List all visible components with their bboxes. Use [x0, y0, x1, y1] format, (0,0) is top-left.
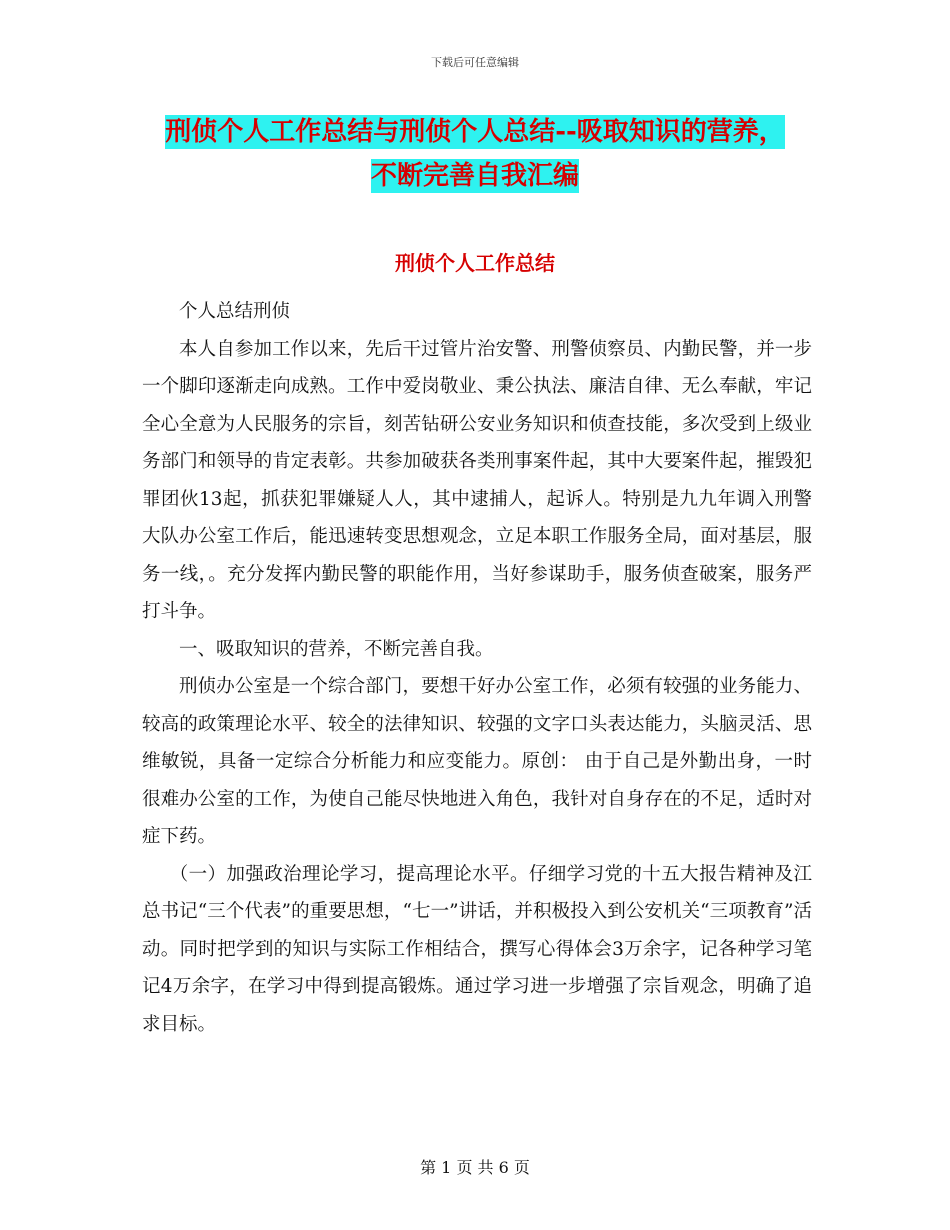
document-title-line-2	[0, 155, 950, 192]
document-title-line-1	[0, 111, 950, 148]
title-highlight-2: 不断完善自我汇编	[370, 161, 579, 191]
section-title: 刑侦个人工作总结	[395, 251, 555, 275]
title-highlight-1: 刑侦个人工作总结与刑侦个人总结--吸取知识的营养，	[165, 117, 785, 147]
paragraph-office: 刑侦办公室是一个综合部门，要想干好办公室工作，必须有较强的业务能力、较高的政策理论水平、较全的法律知识、较强的文字口头表达能力，头脑灵活、思维敏锐，具备一定综合分析能力和应变能力。原创： 由于自己是外勤出身，一时很难办公室的工作，为使自己能尽快地进入角色，我针对自身存在的不足，适时对症下药。	[142, 676, 812, 847]
paragraph-heading-1: 一、吸取知识的营养，不断完善自我。	[179, 638, 494, 660]
paragraph-study: （一）加强政治理论学习，提高理论水平。仔细学习党的十五大报告精神及江总书记“三个代表”的重要思想，“七一”讲话，并积极投入到公安机关“三项教育”活动。同时把学到的知识与实际工作相结合，撰写心得体会3万余字，记各种学习笔记4万余字，在学习中得到提高锻炼。通过学习进一步增强了宗旨观念，明确了追求目标。	[142, 863, 812, 1035]
page-footer: 第 1 页 共 6 页	[420, 1158, 530, 1177]
paragraph-intro: 本人自参加工作以来，先后干过管片治安警、刑警侦察员、内勤民警，并一步一个脚印逐渐走向成熟。工作中爱岗敬业、秉公执法、廉洁自律、无么奉献，牢记全心全意为人民服务的宗旨，刻苦钻研公安业务知识和侦查技能，多次受到上级业务部门和领导的肯定表彰。共参加破获各类刑事案件起，其中大要案件起，摧毁犯罪团伙13起，抓获犯罪嫌疑人人，其中逮捕人，起诉人。特别是九九年调入刑警大队办公室工作后，能迅速转变思想观念，立足本职工作服务全局，面对基层，服务一线，。充分发挥内勤民警的职能作用，当好参谋助手，服务侦查破案，服务严打斗争。	[142, 338, 812, 622]
document-body	[142, 293, 812, 1043]
paragraph-subtitle: 个人总结刑侦	[179, 301, 291, 322]
header-note: 下载后可任意编辑	[431, 56, 519, 69]
